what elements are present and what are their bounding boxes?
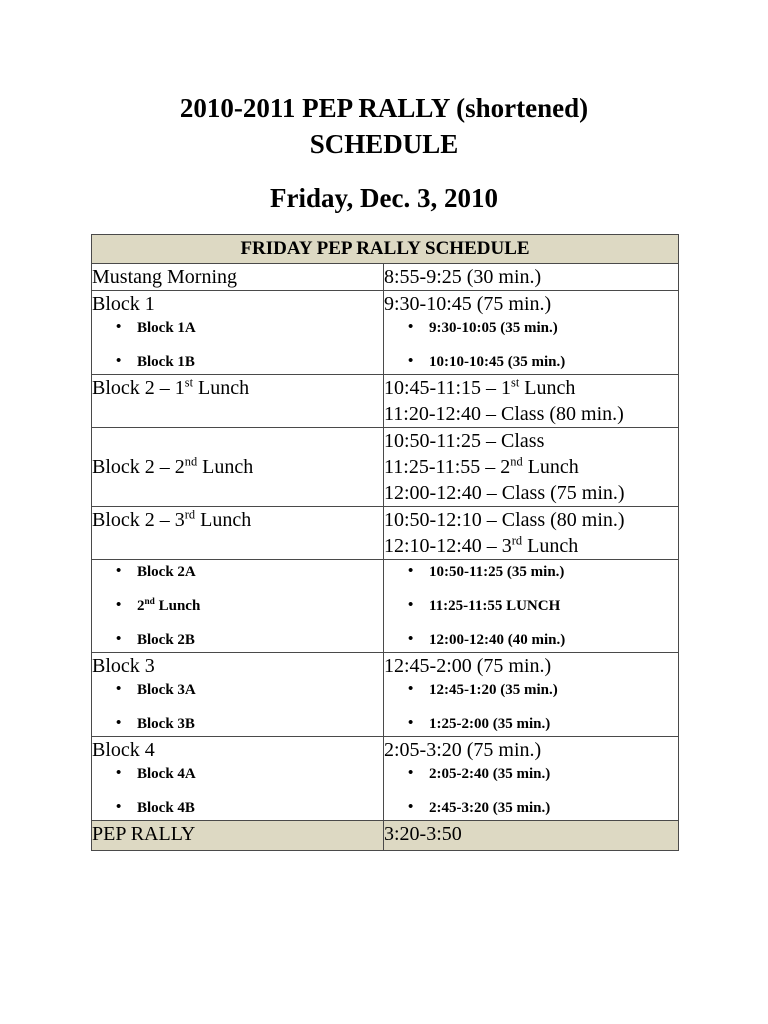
row-time: 12:45-2:00 (75 min.) xyxy=(384,655,552,677)
cell-block2-sub-times xyxy=(384,560,679,653)
cell-lunch3-label xyxy=(92,507,384,560)
document-title-line1: 2010-2011 PEP RALLY (shortened) xyxy=(179,93,589,123)
document-title-line2: SCHEDULE xyxy=(309,129,459,159)
table-row xyxy=(92,428,679,507)
cell-pep-time xyxy=(384,821,679,851)
row-time: 3:20-3:50 xyxy=(384,823,462,845)
row-time: 12:10-12:40 – 3rd Lunch xyxy=(384,533,579,557)
list-item: • Block 4A xyxy=(116,765,383,783)
list-item: • 10:10-10:45 (35 min.) xyxy=(408,353,678,371)
table-row xyxy=(92,375,679,428)
cell-mustang-time xyxy=(384,264,679,291)
sub-block-list xyxy=(92,319,383,371)
table-row xyxy=(92,560,679,653)
row-label: Mustang Morning xyxy=(92,266,237,288)
list-item: • 2:05-2:40 (35 min.) xyxy=(408,765,678,783)
sub-block-list xyxy=(92,563,383,649)
cell-block1-label xyxy=(92,291,384,375)
row-label: Block 2 – 3rd Lunch xyxy=(92,507,252,531)
list-item: • 11:25-11:55 LUNCH xyxy=(408,597,678,615)
cell-lunch1-time xyxy=(384,375,679,428)
list-item: • 2:45-3:20 (35 min.) xyxy=(408,799,678,817)
row-time: 11:20-12:40 – Class (80 min.) xyxy=(384,403,624,425)
row-time: 10:50-12:10 – Class (80 min.) xyxy=(384,509,625,531)
cell-lunch2-time xyxy=(384,428,679,507)
list-item: • Block 1B xyxy=(116,353,383,371)
table-row xyxy=(92,653,679,737)
row-label: Block 1 xyxy=(92,293,155,315)
cell-block4-label xyxy=(92,737,384,821)
row-time: 8:55-9:25 (30 min.) xyxy=(384,266,542,288)
table-header-row xyxy=(92,235,679,264)
cell-lunch1-label xyxy=(92,375,384,428)
table-row xyxy=(92,507,679,560)
list-item: • 12:45-1:20 (35 min.) xyxy=(408,681,678,699)
cell-mustang-label xyxy=(92,264,384,291)
sub-time-list xyxy=(384,765,678,817)
sub-time-list xyxy=(384,319,678,371)
sub-block-list xyxy=(92,765,383,817)
row-time: 10:45-11:15 – 1st Lunch xyxy=(384,375,576,399)
cell-block3-time xyxy=(384,653,679,737)
row-time: 2:05-3:20 (75 min.) xyxy=(384,739,542,761)
list-item: • 10:50-11:25 (35 min.) xyxy=(408,563,678,581)
row-time: 12:00-12:40 – Class (75 min.) xyxy=(384,482,625,504)
row-label: Block 4 xyxy=(92,739,155,761)
cell-block1-time xyxy=(384,291,679,375)
list-item: • Block 1A xyxy=(116,319,383,337)
table-row xyxy=(92,291,679,375)
table-row xyxy=(92,264,679,291)
cell-lunch2-label xyxy=(92,428,384,507)
sub-time-list xyxy=(384,563,678,649)
list-item: • 12:00-12:40 (40 min.) xyxy=(408,631,678,649)
list-item: • Block 4B xyxy=(116,799,383,817)
list-item: • Block 2B xyxy=(116,631,383,649)
sub-block-list xyxy=(92,681,383,733)
cell-block3-label xyxy=(92,653,384,737)
list-item: • 1:25-2:00 (35 min.) xyxy=(408,715,678,733)
row-label: Block 2 – 2nd Lunch xyxy=(92,454,254,478)
list-item: • Block 3A xyxy=(116,681,383,699)
row-label: Block 2 – 1st Lunch xyxy=(92,375,250,399)
row-time: 9:30-10:45 (75 min.) xyxy=(384,293,552,315)
row-label: PEP RALLY xyxy=(92,823,196,845)
table-header: FRIDAY PEP RALLY SCHEDULE xyxy=(92,235,679,264)
row-time: 10:50-11:25 – Class xyxy=(384,430,545,452)
row-label: Block 3 xyxy=(92,655,155,677)
list-item: • 9:30-10:05 (35 min.) xyxy=(408,319,678,337)
cell-block2-sub-labels xyxy=(92,560,384,653)
list-item: • Block 2A xyxy=(116,563,383,581)
cell-pep-label xyxy=(92,821,384,851)
table-row xyxy=(92,737,679,821)
row-time: 11:25-11:55 – 2nd Lunch xyxy=(384,454,579,478)
cell-block4-time xyxy=(384,737,679,821)
sub-time-list xyxy=(384,681,678,733)
table-row-pep-rally xyxy=(92,821,679,851)
list-item: • 2nd Lunch xyxy=(116,597,383,615)
document-date: Friday, Dec. 3, 2010 xyxy=(270,183,498,213)
schedule-table xyxy=(91,234,679,851)
cell-lunch3-time xyxy=(384,507,679,560)
list-item: • Block 3B xyxy=(116,715,383,733)
